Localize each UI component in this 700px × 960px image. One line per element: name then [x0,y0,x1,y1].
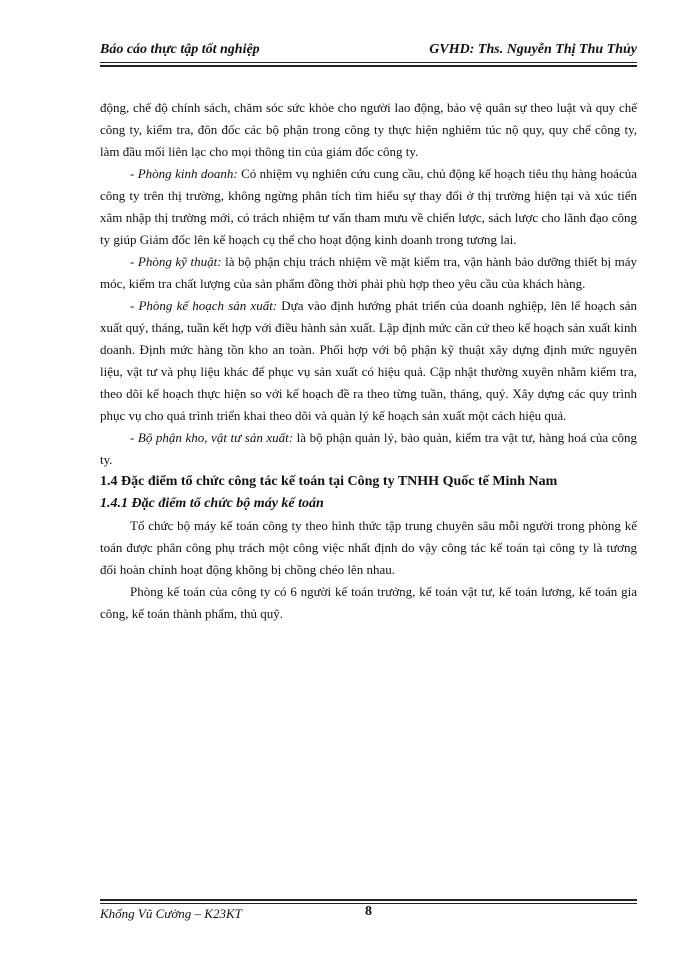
document-body [100,97,637,625]
label-planning-dept: - Phòng kế hoạch sản xuất: [130,298,278,313]
paragraph-warehouse-dept [100,427,637,471]
paragraph-sales-dept [100,163,637,251]
paragraph-hr-duties: động, chế độ chính sách, chăm sóc sức khỏe cho người lao động, bảo vệ quân sự theo luật và quy chế công ty, kiểm tra, đôn đốc các bộ phận trong công ty thực hiện nghiêm túc nộ quy, quy chế công ty, làm đầu mối liên lạc cho mọi thông tin của giám đốc công ty. [100,100,637,159]
section-heading: 1.4 Đặc điểm tổ chức công tác kế toán tại Công ty TNHH Quốc tế Minh Nam [100,474,558,489]
page-number: 8 [365,904,372,919]
header-report-title: Báo cáo thực tập tốt nghiệp [100,42,260,57]
header-supervisor: GVHD: Ths. Nguyễn Thị Thu Thủy [429,42,637,57]
label-sales-dept: - Phòng kinh doanh: [130,166,238,181]
text-sales-dept: Có nhiệm vụ nghiên cứu cung cầu, chủ động kế hoạch tiêu thụ hàng hoácủa công ty trên thị trường, không ngừng phân tích tìm hiểu sự thay đổi ở thị trường hiện tại và xúc tiến xâm nhập thị trường mới, có trách nhiệm tư vấn tham mưu về chiến lược, sách lược cho lãnh đạo công ty giúp Giám đốc lên kế hoạch cụ thể cho hoạt động kinh doanh trong tương lai. [100,166,637,247]
footer-rule-thick [100,899,637,901]
header-rule-thick [100,65,637,67]
header-rule-thin [100,62,637,63]
footer-author: Khổng Vũ Cường – K23KT [100,906,242,921]
paragraph-accounting-structure: Tổ chức bộ máy kế toán công ty theo hình thức tập trung chuyên sâu mỗi người trong phòng kế toán được phân công phụ trách một công việc nhất định do vậy công tác kế toán tại công ty là tương đối hoàn chỉnh hoạt động không bị chồng chéo lên nhau. [100,518,637,577]
text-warehouse-dept: là bộ phận quản lý, bảo quản, kiểm tra vật tư, hàng hoá của công ty. [100,430,637,467]
label-warehouse-dept: - Bộ phận kho, vật tư sản xuất: [130,430,294,445]
paragraph-technical-dept [100,251,637,295]
subsection-heading: 1.4.1 Đặc điểm tổ chức bộ máy kế toán [100,496,324,511]
text-technical-dept: là bộ phận chịu trách nhiệm về mặt kiểm tra, vận hành bảo dưỡng thiết bị máy móc, kiểm tra chất lượng của sản phẩm đồng thời phải phù hợp theo yêu cầu của khách hàng. [100,254,637,291]
paragraph-planning-dept [100,295,637,427]
paragraph-accounting-staff: Phòng kế toán của công ty có 6 người kế toán trưởng, kế toán vật tư, kế toán lương, kế toán gia công, kế toán thành phẩm, thủ quỹ. [100,584,637,621]
label-technical-dept: - Phòng kỹ thuật: [130,254,222,269]
page-header [100,40,637,64]
text-planning-dept: Dựa vào định hướng phát triển của doanh nghiệp, lên lế hoạch sản xuất quý, tháng, tuần kết hợp với điều hành sản xuất. Lập định mức căn cứ theo kế hoạch sản xuất kinh doanh. Định mức hàng tồn kho an toàn. Phối hợp với bộ phận kỹ thuật xây dựng định mức nguyên liệu, vật tư và phụ liệu khác để phục vụ sản xuất có hiệu quả. Cập nhật thường xuyên nhằm kiểm tra, theo dõi kế hoạch thực hiện so với kế hoạch đề ra theo từng tuần, tháng, quý. Xây dựng các quy trình phục vụ cho quá trình triển khai theo dõi và quản lý kế hoạch sản xuất một cách hiệu quả. [100,298,637,423]
